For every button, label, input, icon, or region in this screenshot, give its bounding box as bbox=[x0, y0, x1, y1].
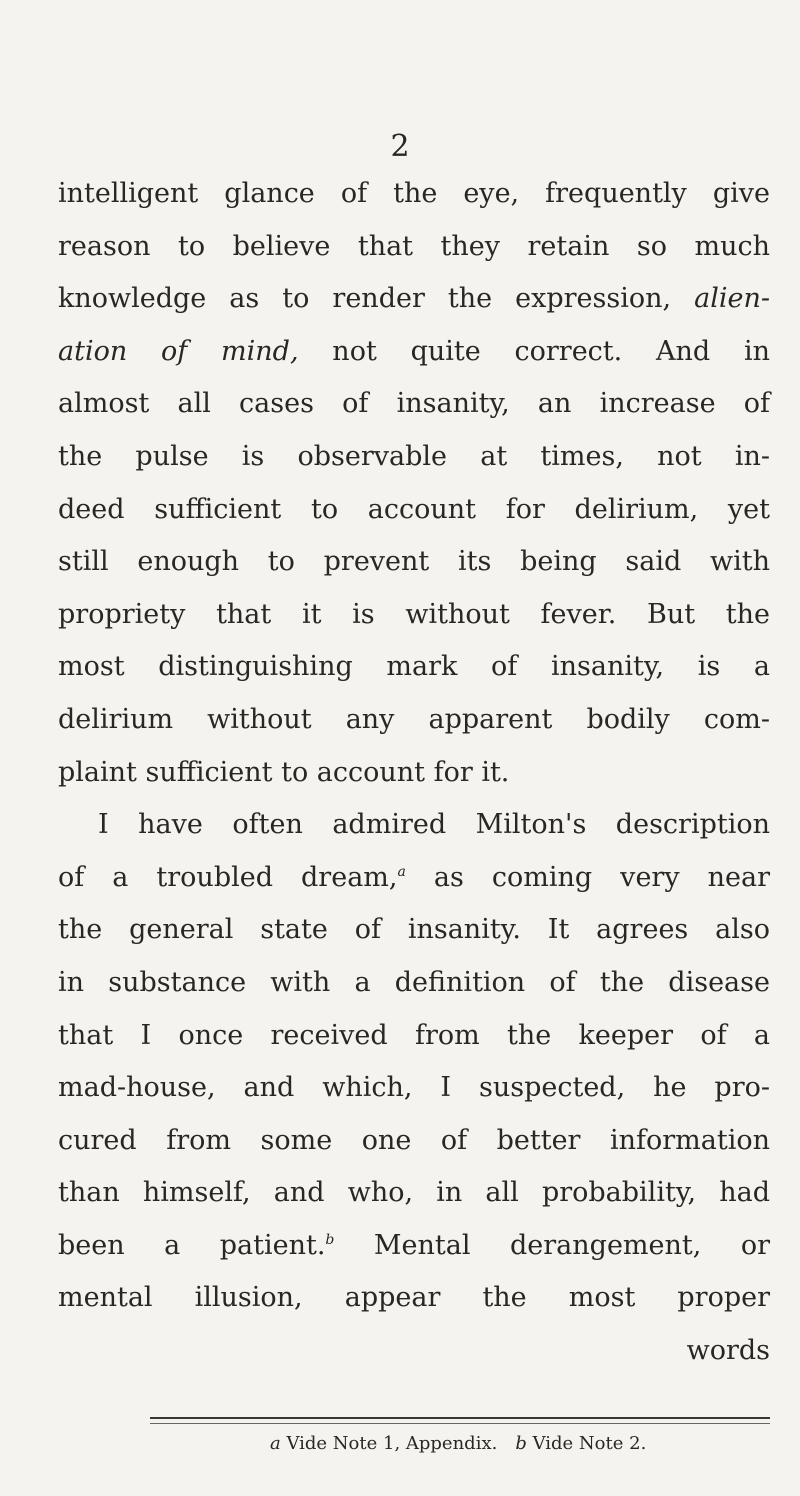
text-line: most distinguishing mark of insanity, is a bbox=[58, 651, 770, 683]
footnote-mark-b: b bbox=[515, 1433, 527, 1454]
footnote-ref-b[interactable]: b bbox=[325, 1231, 335, 1248]
text-line bbox=[58, 326, 770, 379]
text-line: almost all cases of insanity, an increase of bbox=[58, 388, 770, 420]
text-run: Mental derangement, or bbox=[334, 1229, 771, 1261]
text-line: mental illusion, appear the most proper bbox=[58, 1282, 770, 1314]
emphasis-text: alien- bbox=[694, 283, 770, 315]
text-line: intelligent glance of the eye, frequently give bbox=[58, 178, 770, 209]
footnote-mark-a: a bbox=[270, 1433, 281, 1454]
footnote-rule bbox=[150, 1417, 770, 1424]
footnotes bbox=[270, 1431, 750, 1457]
text-line bbox=[58, 273, 770, 326]
text-run: as coming very near bbox=[405, 861, 770, 893]
footnote-b-text: Vide Note 2. bbox=[526, 1433, 647, 1454]
text-line: reason to believe that they retain so much bbox=[58, 230, 770, 262]
emphasis-text: ation of mind, bbox=[58, 335, 299, 367]
page-number: 2 bbox=[390, 129, 410, 164]
text-line: deed sufficient to account for delirium, yet bbox=[58, 493, 770, 525]
text-line: in substance with a definition of the disease bbox=[58, 966, 770, 998]
text-line: mad-house, and which, I suspected, he pro- bbox=[58, 1072, 770, 1104]
text-line: propriety that it is without fever. But the bbox=[58, 598, 770, 630]
text-run: not quite correct. And in bbox=[298, 335, 770, 367]
text-run: knowledge as to render the expression, bbox=[58, 283, 672, 315]
text-run: of a troubled dream, bbox=[58, 861, 398, 893]
text-line: the pulse is observable at times, not in- bbox=[58, 440, 770, 472]
text-line bbox=[58, 852, 770, 905]
text-line bbox=[58, 1220, 770, 1273]
text-line: cured from some one of better information bbox=[58, 1124, 770, 1156]
footnote-ref-a[interactable]: a bbox=[397, 863, 406, 880]
text-line: I have often admired Milton's description bbox=[98, 809, 770, 841]
text-line: that I once received from the keeper of a bbox=[58, 1019, 770, 1051]
footnote-a-text: Vide Note 1, Appendix. bbox=[280, 1433, 498, 1454]
text-line: the general state of insanity. It agrees also bbox=[58, 914, 770, 946]
text-line: still enough to prevent its being said with bbox=[58, 546, 770, 578]
catchword: words bbox=[686, 1335, 770, 1367]
text-line: plaint sufficient to account for it. bbox=[58, 756, 510, 788]
body-text bbox=[58, 168, 770, 1378]
text-run: been a patient. bbox=[58, 1229, 326, 1261]
text-line: delirium without any apparent bodily com- bbox=[58, 703, 770, 735]
text-line: than himself, and who, in all probability, had bbox=[58, 1177, 770, 1209]
